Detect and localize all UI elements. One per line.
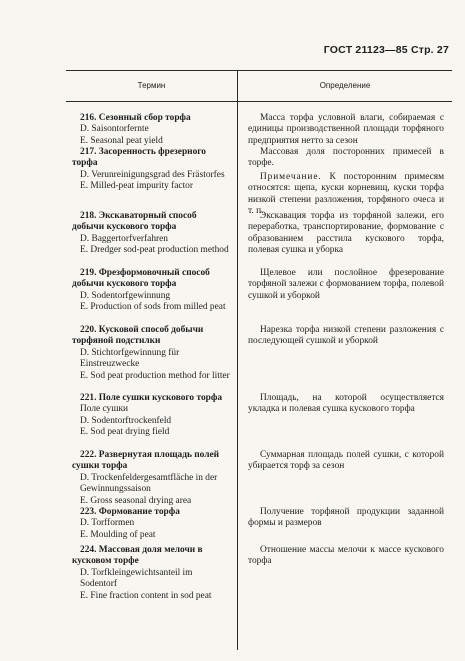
term-224 (72, 545, 230, 602)
term-219-de: D. Sodentorfgewinnung (80, 290, 171, 301)
term-224-title: 224. Массовая доля мелочи в кусковом торфе (72, 545, 203, 567)
definition-217 (248, 147, 444, 217)
note-text: К посторонним примесям относятся: щепа, куски корневищ, куски торфа низкой степени разложения, торфяного очеса и т. п. (248, 171, 445, 217)
term-223 (72, 507, 230, 541)
term-217-title: 217. Засоренность фрезерного торфа (72, 147, 206, 169)
term-222-de: D. Trockenfeldergesamtfläche in der Gewinnungssaison (80, 472, 218, 495)
term-218 (72, 211, 230, 257)
definition-217-text: Массовая доля посторонних примесей в торфе. (248, 147, 444, 169)
table-top-rule (66, 70, 452, 71)
definition-218-text: Экскавация торфа из торфяной залежи, его переработка, транспортирование, формование с образованием расстила кускового торфа, полевая сушка и уборка (248, 211, 444, 256)
term-223-title: 223. Формование торфа (80, 507, 180, 517)
term-217 (72, 147, 230, 193)
term-218-en: E. Dredger sod-peat production method (80, 245, 229, 256)
term-224-en: E. Fine fraction content in sod peat (80, 590, 212, 601)
definition-219-text: Щелевое или послойное фрезерование торфяной залежи с формованием торфа, полевой сушкой и уборкой (248, 268, 444, 301)
term-222-title: 222. Развернутая площадь полей сушки торфа (72, 450, 220, 472)
term-216-de: D. Saisontorfernte (80, 124, 149, 135)
page-header: ГОСТ 21123—85 Стр. 27 (323, 44, 449, 56)
term-221-de: D. Sodentorftrockenfeld (80, 415, 172, 426)
term-220-de: D. Stichtorfgewinnung für Einstreuzwecke (80, 347, 180, 370)
definition-222-text: Суммарная площадь полей сушки, с которой убирается торф за сезон (248, 450, 444, 472)
definition-222 (248, 450, 444, 473)
term-217-en: E. Milled-peat impurity factor (80, 181, 193, 192)
definition-220 (248, 325, 444, 348)
definition-221-text: Площадь, на которой осуществляется укладка и полевая сушка кускового торфа (248, 393, 444, 415)
term-222 (72, 450, 230, 507)
term-221-title: 221. Поле сушки кускового торфа (80, 393, 223, 403)
term-223-en: E. Moulding of peat (80, 529, 156, 540)
definition-220-text: Нарезка торфа низкой степени разложения с последующей сушкой и уборкой (248, 325, 444, 347)
term-216 (72, 113, 230, 147)
term-219 (72, 268, 230, 314)
definition-224-text: Отношение массы мелочи к массе кускового торфа (248, 545, 444, 567)
term-218-de: D. Baggertorfverfahren (80, 233, 168, 244)
term-221 (72, 393, 230, 439)
term-221-en: E. Sod peat drying field (80, 427, 170, 438)
column-header-definition: Определение (319, 81, 371, 90)
definition-219 (248, 268, 444, 302)
column-header-term: Термин (137, 81, 166, 90)
term-224-de: D. Torfkleingewichtsanteil im Sodentorf (80, 567, 193, 590)
term-220 (72, 325, 230, 382)
term-217-de: D. Verunreinigungsgrad des Frästorfes (80, 169, 225, 180)
term-220-en: E. Sod peat production method for litter (80, 370, 230, 381)
note-label: Примечание. (260, 171, 322, 182)
definition-221 (248, 393, 444, 416)
definition-223 (248, 507, 444, 530)
term-219-en: E. Production of sods from milled peat (80, 302, 226, 313)
definition-216-text: Масса торфа условной влаги, собираемая с единицы производственной площади торфяного предприятия нетто за сезон (248, 113, 444, 146)
term-218-title: 218. Экскаваторный способ добычи кускового торфа (72, 211, 197, 233)
term-223-de: D. Torfformen (80, 518, 135, 529)
definition-223-text: Получение торфяной продукции заданной формы и размеров (248, 507, 444, 529)
term-216-en: E. Seasonal peat yield (80, 135, 163, 146)
term-220-title: 220. Кусковой способ добычи торфяной подстилки (72, 325, 204, 347)
term-219-title: 219. Фрезформовочный способ добычи кускового торфа (72, 268, 210, 290)
definition-216 (248, 113, 444, 147)
definition-218 (248, 211, 444, 257)
definition-224 (248, 545, 444, 568)
table-head-rule (66, 101, 452, 102)
column-divider (237, 70, 238, 650)
term-216-title: 216. Сезонный сбор торфа (80, 113, 191, 123)
term-222-en: E. Gross seasonal drying area (80, 495, 192, 506)
term-221-short: Поле сушки (80, 404, 129, 415)
